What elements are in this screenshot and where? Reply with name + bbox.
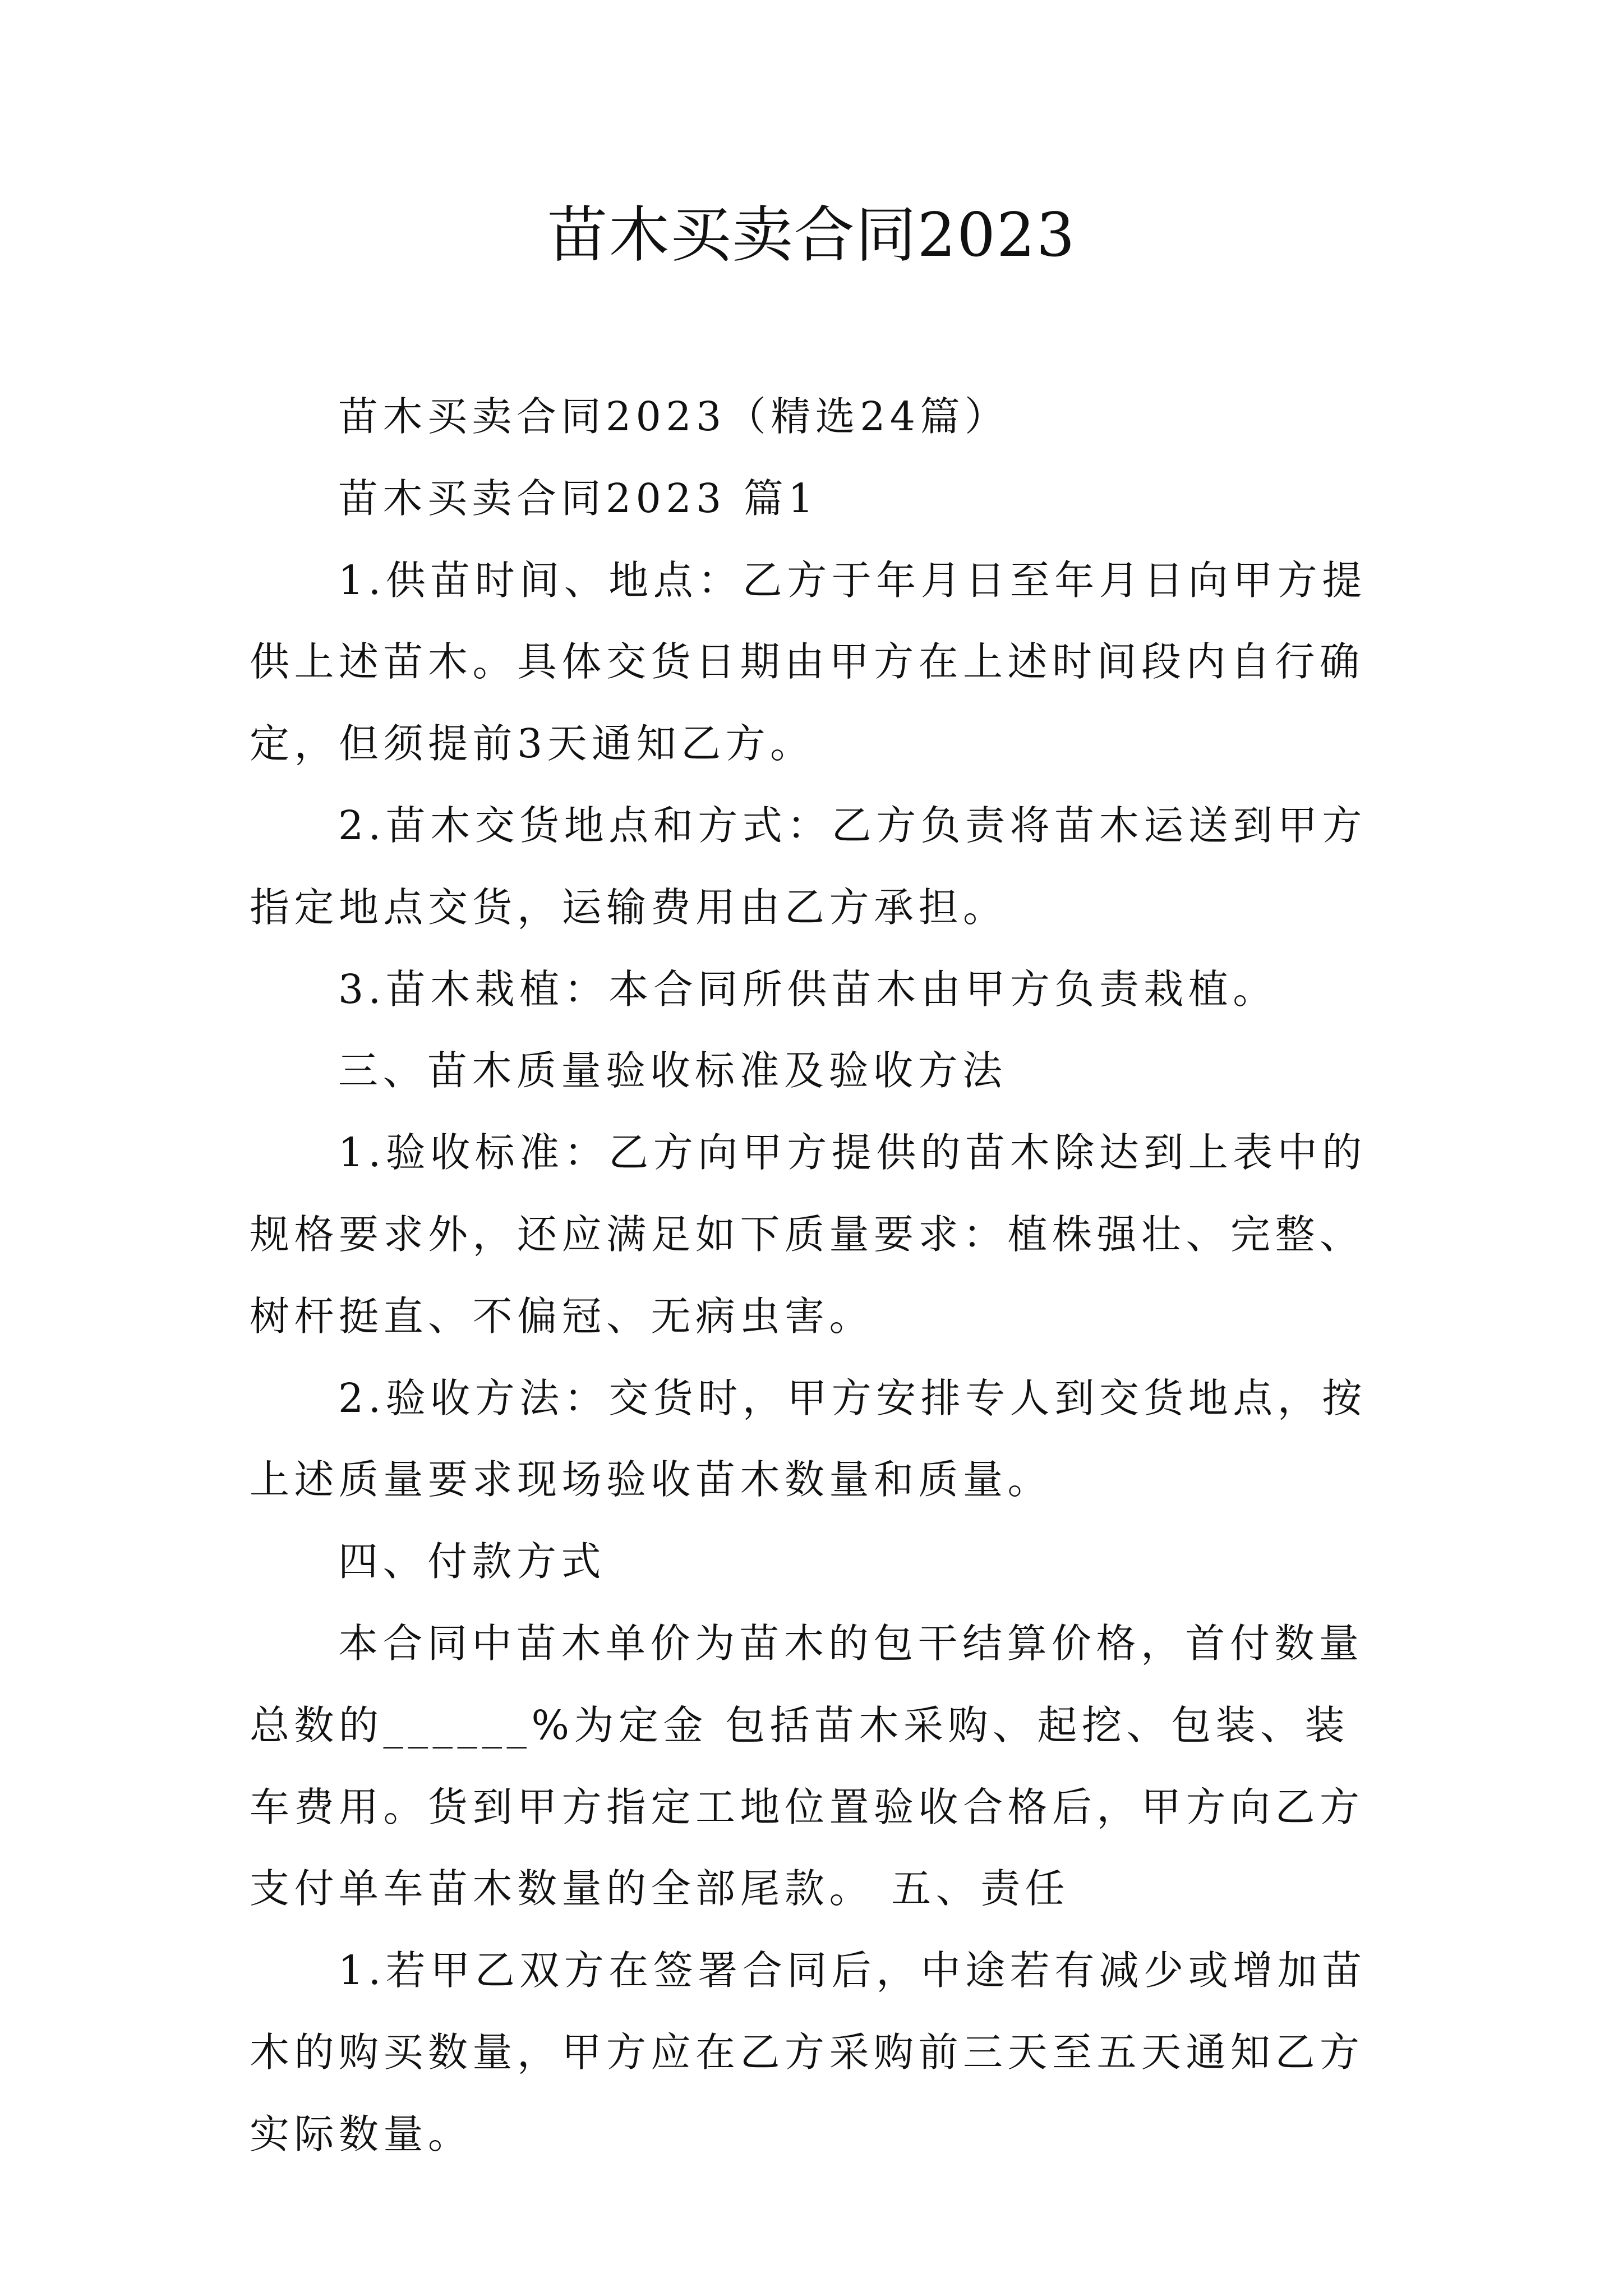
paragraph-quality-heading: 三、苗木质量验收标准及验收方法 bbox=[338, 1047, 1007, 1094]
paragraph-delivery: 2.苗木交货地点和方式：乙方负责将苗木运送到甲方指定地点交货，运输费用由乙方承担。 bbox=[250, 802, 1367, 931]
paragraph-planting: 3.苗木栽植：本合同所供苗木由甲方负责栽植。 bbox=[338, 965, 1278, 1013]
paragraph-payment-terms: 本合同中苗木单价为苗木的包干结算价格，首付数量总数的______%为定金 包括苗木采购、起挖、包装、装车费用。货到甲方指定工地位置验收合格后，甲方向乙方支付单车苗木数量的全部尾款。 五、责任 bbox=[250, 1619, 1364, 1912]
paragraph-payment-heading: 四、付款方式 bbox=[338, 1538, 606, 1585]
paragraph-intro: 苗木买卖合同2023（精选24篇） bbox=[338, 393, 1009, 440]
paragraph-supply-time: 1.供苗时间、地点：乙方于年月日至年月日向甲方提供上述苗木。具体交货日期由甲方在上述时间段内自行确定，但须提前3天通知乙方。 bbox=[250, 556, 1367, 767]
document-body bbox=[250, 376, 1388, 2175]
document-title: 苗木买卖合同2023 bbox=[547, 200, 1076, 270]
paragraph-acceptance-standard: 1.验收标准：乙方向甲方提供的苗木除达到上表中的规格要求外，还应满足如下质量要求：植株强壮、完整、树杆挺直、不偏冠、无病虫害。 bbox=[250, 1129, 1367, 1340]
paragraph-acceptance-method: 2.验收方法：交货时，甲方安排专人到交货地点，按上述质量要求现场验收苗木数量和质量。 bbox=[250, 1374, 1367, 1503]
paragraph-responsibility: 1.若甲乙双方在签署合同后，中途若有减少或增加苗木的购买数量，甲方应在乙方采购前三天至五天通知乙方实际数量。 bbox=[250, 1947, 1367, 2157]
paragraph-section-heading: 苗木买卖合同2023 篇1 bbox=[338, 475, 818, 522]
